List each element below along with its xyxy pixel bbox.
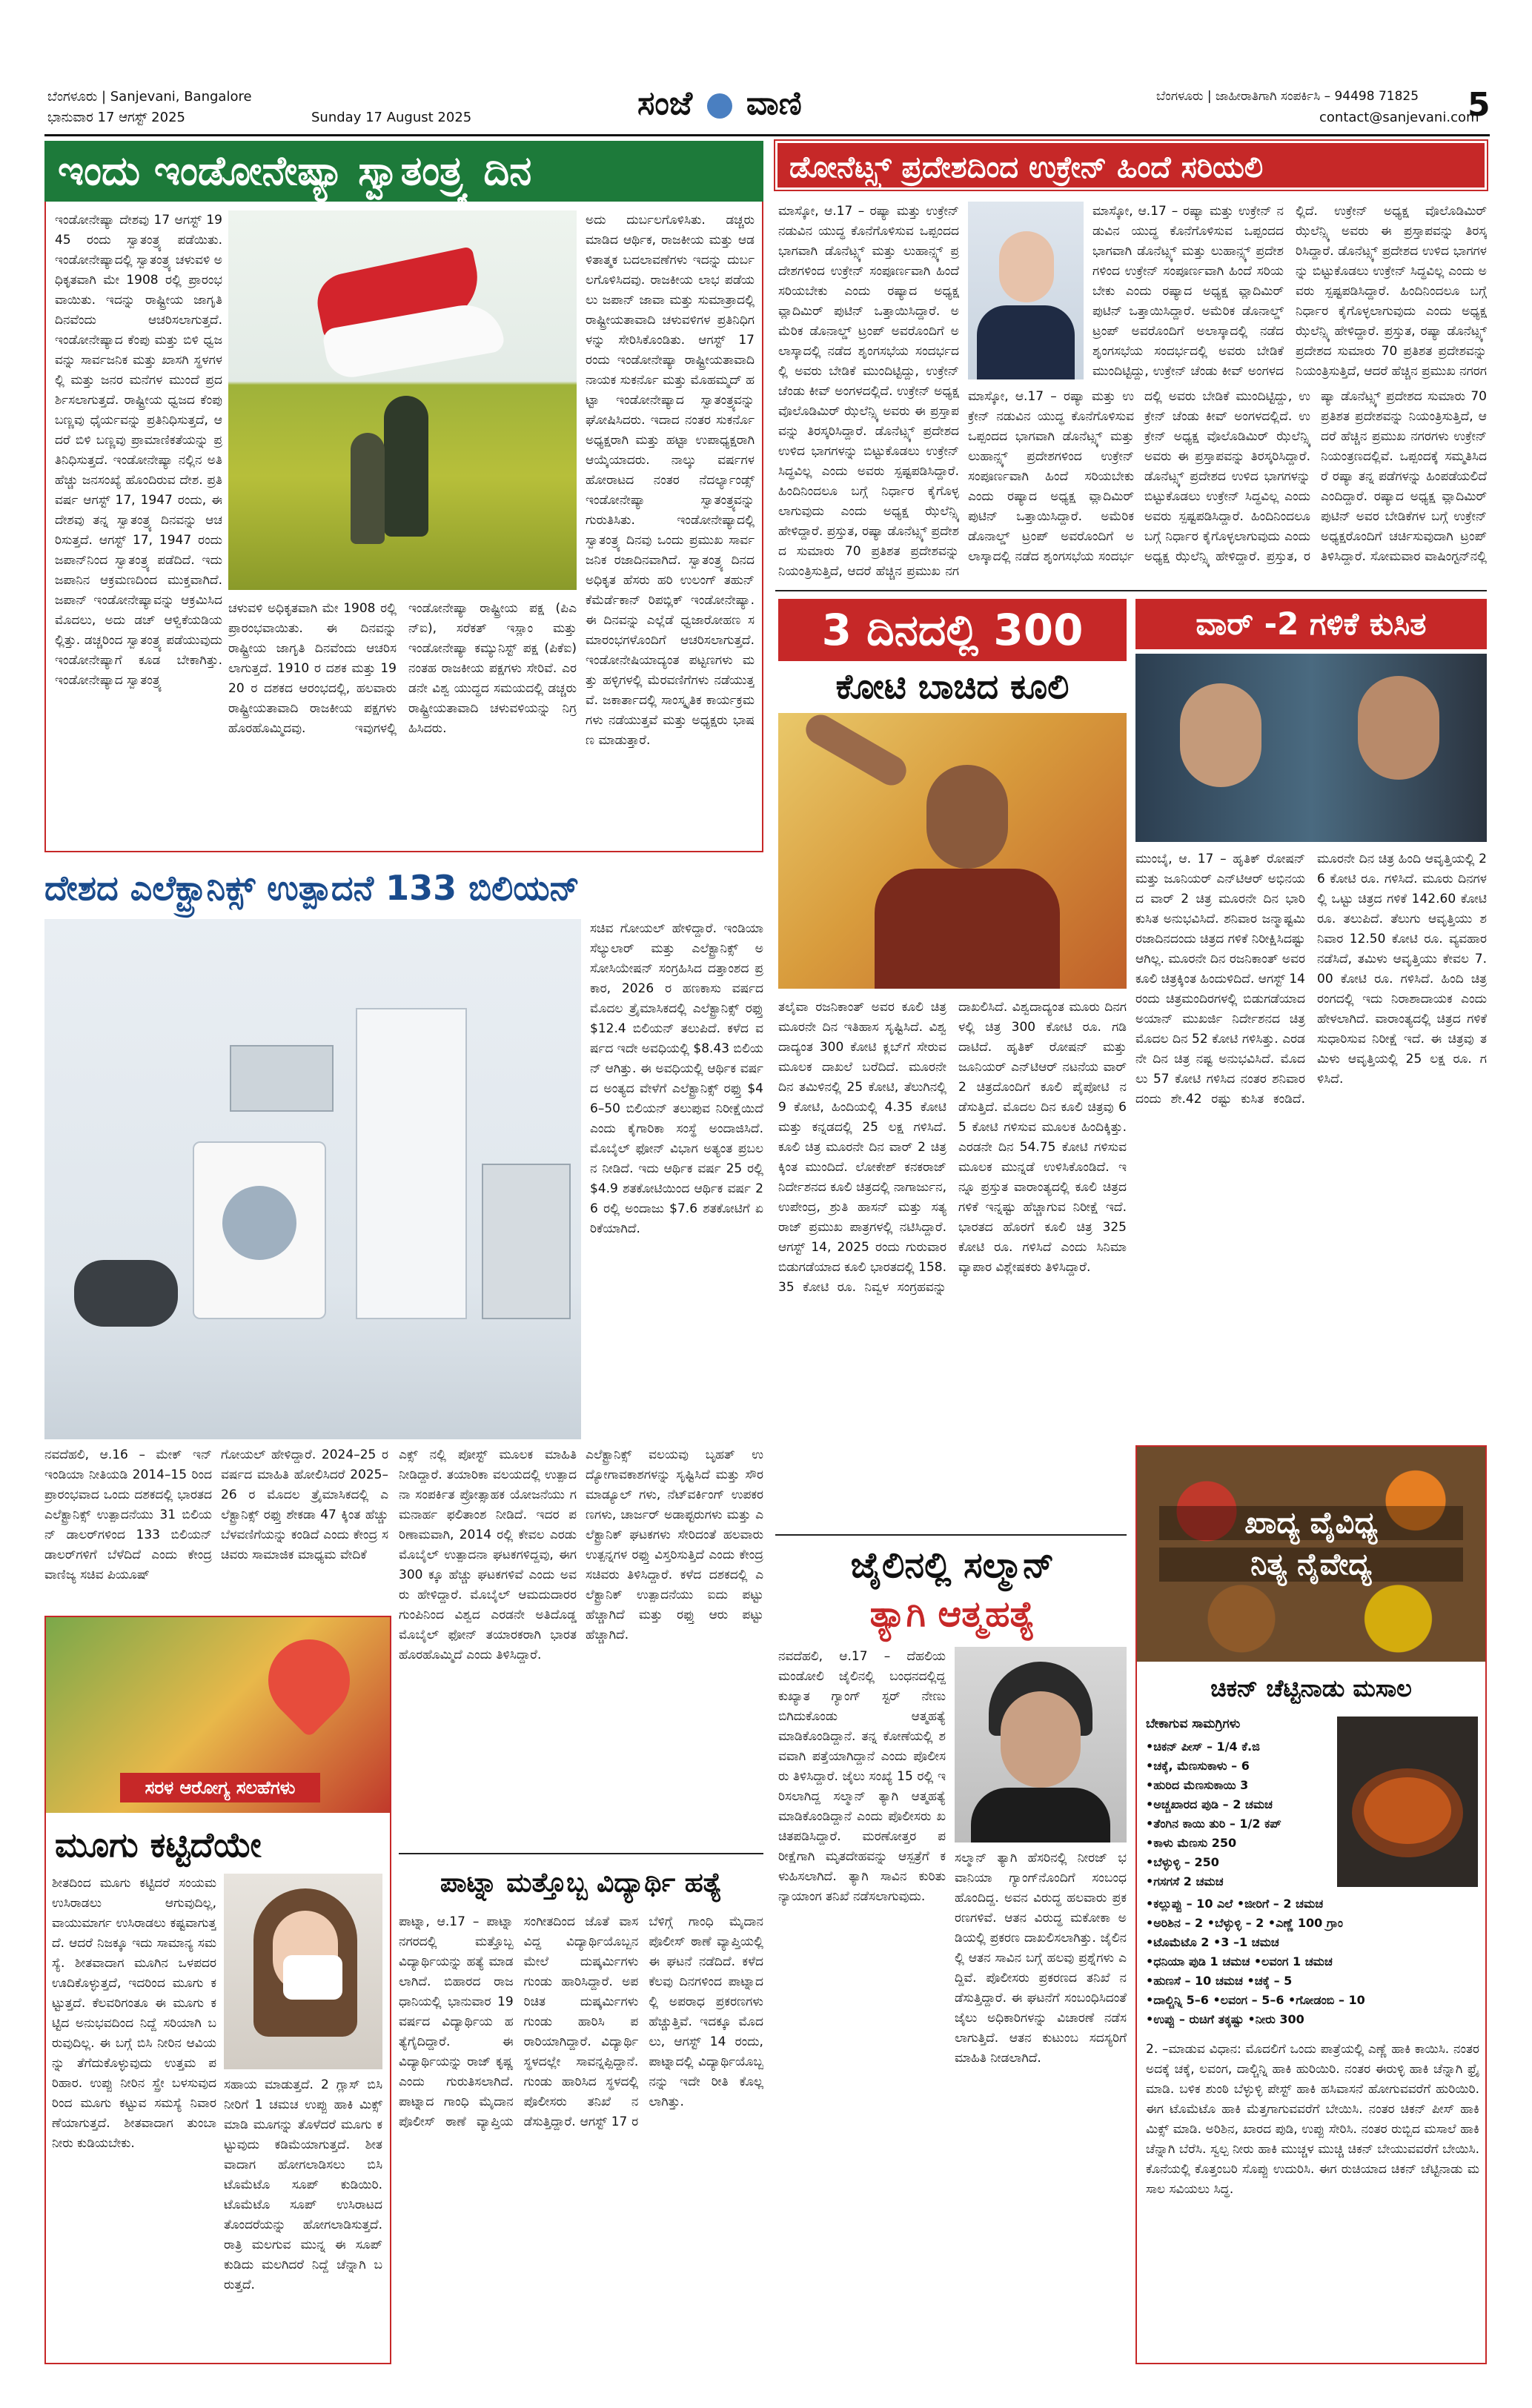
face-shape <box>999 231 1054 302</box>
fridge-shape <box>356 1008 467 1319</box>
independence-col2: ಚಳುವಳಿ ಅಧಿಕೃತವಾಗಿ ಮೇ 1908 ರಲ್ಲಿ ಪ್ರಾರಂಭವಾಯಿತು. ಈ ದಿನವನ್ನು ರಾಷ್ಟ್ರೀಯ ಜಾಗೃತಿ ದಿನವೆಂದು ಆಚರಿಸಲಾಗುತ್ತದೆ. 1910 ರ ದಶಕ ಮತ್ತು 1920 ರ ದಶಕದ ಆರಂಭದಲ್ಲಿ, ಹಲವಾರು ರಾಷ್ಟ್ರೀಯತಾವಾದಿ ರಾಜಕೀಯ ಪಕ್ಷಗಳು ಹೊರಹೊಮ್ಮಿದವು. ಇವುಗಳಲ್ಲಿ ಇಂಡೋನೇಷ್ಯಾ ರಾಷ್ಟ್ರೀಯ ಪಕ್ಷ (ಪಿಎನ್ಐ), ಸರೆಕತ್ ಇಸ್ಲಾಂ ಮತ್ತು ಇಂಡೋನೇಷ್ಯಾ ಕಮ್ಯುನಿಸ್ಟ್ ಪಕ್ಷ (ಪಿಕೆಐ) ನಂತಹ ರಾಜಕೀಯ ಪಕ್ಷಗಳು ಸೇರಿವೆ. ಎರಡನೇ ವಿಶ್ವ ಯುದ್ಧದ ಸಮಯದಲ್ಲಿ ಡಚ್ಚರು ರಾಷ್ಟ್ರೀಯತಾವಾದಿ ಚಳುವಳಿಯನ್ನು ನಿಗ್ರಹಿಸಿದರು. <box>228 601 577 736</box>
salman-tyagi-photo <box>955 1647 1127 1843</box>
ingredient-item: •ಅರಿಶಿನ – 2 •ಬೆಳ್ಳುಳ್ಳಿ – 2 •ಎಣ್ಣೆ 100 ಗ್ರಾಂ <box>1146 1916 1343 1930</box>
ingredients-title: ಬೇಕಾಗುವ ಸಾಮಗ್ರಿಗಳು <box>1146 1717 1241 1731</box>
tissue-shape <box>283 1955 342 2000</box>
heart-icon <box>251 1622 367 1738</box>
contact-email[interactable]: contact@sanjevani.com <box>1319 110 1479 125</box>
trump-headline: ಡೋನೆಟ್ಸ್ಕ್ ಪ್ರದೇಶದಿಂದ ಉಕ್ರೇನ್ ಹಿಂದೆ ಸರಿಯಲಿ <box>775 141 1487 190</box>
ingredient-item: •ತೆಂಗಿನ ಕಾಯಿ ತುರಿ – 1/2 ಕಪ್ <box>1146 1817 1281 1831</box>
independence-headline: ಇಂದು ಇಂಡೋನೇಷ್ಯಾ ಸ್ವಾತಂತ್ರ್ಯ ದಿನ <box>44 141 763 202</box>
recipe-method: 2. –ಮಾಡುವ ವಿಧಾನ: ಮೊದಲಿಗೆ ಒಂದು ಪಾತ್ರೆಯಲ್ಲಿ ಎಣ್ಣೆ ಹಾಕಿ ಕಾಯಿಸಿ. ನಂತರ ಅದಕ್ಕೆ ಚಕ್ಕೆ, ಲವಂಗ, ದಾಲ್ಚಿನ್ನಿ ಹಾಕಿ ಹುರಿಯಿರಿ. ನಂತರ ಈರುಳ್ಳಿ ಹಾಕಿ ಚೆನ್ನಾಗಿ ಫ್ರೈ ಮಾಡಿ. ಬಳಿಕ ಶುಂಠಿ ಬೆಳ್ಳುಳ್ಳಿ ಪೇಸ್ಟ್ ಹಾಕಿ ಹಸಿವಾಸನೆ ಹೋಗುವವರೆಗೆ ಹುರಿಯಿರಿ. ಈಗ ಟೊಮೆಟೊ ಹಾಕಿ ಮೆತ್ತಗಾಗುವವರೆಗೆ ಬೇಯಿಸಿ. ನಂತರ ಚಿಕನ್ ಪೀಸ್ ಹಾಕಿ ಮಿಕ್ಸ್ ಮಾಡಿ. ಅರಿಶಿನ, ಖಾರದ ಪುಡಿ, ಉಪ್ಪು ಸೇರಿಸಿ. ನಂತರ ರುಬ್ಬಿದ ಮಸಾಲೆ ಹಾಕಿ ಚೆನ್ನಾಗಿ ಬೆರೆಸಿ. ಸ್ವಲ್ಪ ನೀರು ಹಾಕಿ ಮುಚ್ಚಳ ಮುಚ್ಚಿ ಚಿಕನ್ ಬೇಯುವವರೆಗೆ ಬೇಯಿಸಿ. ಕೊನೆಯಲ್ಲಿ ಕೊತ್ತಂಬರಿ ಸೊಪ್ಪು ಉದುರಿಸಿ. ಈಗ ರುಚಿಯಾದ ಚಿಕನ್ ಚೆಟ್ಟಿನಾಡು ಮಸಾಲ ಸವಿಯಲು ಸಿದ್ಧ. <box>1146 2042 1479 2197</box>
ingredients-list-2 <box>1146 1894 1479 2029</box>
ingredient-item: •ಧನಿಯಾ ಪುಡಿ 1 ಚಮಚ •ಲವಂಗ 1 ಚಮಚ <box>1146 1954 1333 1968</box>
appliances-photo <box>44 919 581 1439</box>
divider-patna <box>399 1853 763 1854</box>
electronics-side: ಸಚಿವ ಗೋಯಲ್ ಹೇಳಿದ್ದಾರೆ. ಇಂಡಿಯಾ ಸೆಲ್ಯುಲಾರ್ ಮತ್ತು ಎಲೆಕ್ಟ್ರಾನಿಕ್ಸ್ ಅಸೋಸಿಯೇಷನ್ ಸಂಗ್ರಹಿಸಿದ ದತ್ತಾಂಶದ ಪ್ರಕಾರ, 2026 ರ ಹಣಕಾಸು ವರ್ಷದ ಮೊದಲ ತ್ರೈಮಾಸಿಕದಲ್ಲಿ ಎಲೆಕ್ಟ್ರಾನಿಕ್ಸ್ ರಫ್ತು $12.4 ಬಿಲಿಯನ್ ತಲುಪಿದೆ. ಕಳೆದ ವರ್ಷದ ಇದೇ ಅವಧಿಯಲ್ಲಿ $8.43 ಬಿಲಿಯನ್ ಆಗಿತ್ತು. ಈ ಅವಧಿಯಲ್ಲಿ ಆರ್ಥಿಕ ವರ್ಷದ ಅಂತ್ಯದ ವೇಳೆಗೆ ಎಲೆಕ್ಟ್ರಾನಿಕ್ಸ್ ರಫ್ತು $46–50 ಬಿಲಿಯನ್ ತಲುಪುವ ನಿರೀಕ್ಷೆಯಿದೆ ಎಂದು ಕೈಗಾರಿಕಾ ಸಂಸ್ಥೆ ಅಂದಾಜಿಸಿದೆ. ಮೊಬೈಲ್ ಫೋನ್ ವಿಭಾಗ ಅತ್ಯಂತ ಪ್ರಬಲನ ನೀಡಿದೆ. ಇದು ಆರ್ಥಿಕ ವರ್ಷ 25 ರಲ್ಲಿ $4.9 ಶತಕೋಟಿಯಿಂದ ಆರ್ಥಿಕ ವರ್ಷ 26 ರಲ್ಲಿ ಅಂದಾಜು $7.6 ಶತಕೋಟಿಗೆ ಏರಿಕೆಯಾಗಿದೆ. <box>590 921 763 1236</box>
trump-text-col1 <box>778 202 959 581</box>
health-text-1: ಶೀತದಿಂದ ಮೂಗು ಕಟ್ಟಿದರೆ ಸಂಯಮ ಉಸಿರಾಡಲು ಆಗುವುದಿಲ್ಲ, ವಾಯುಮಾರ್ಗ ಉಸಿರಾಡಲು ಕಷ್ಟವಾಗುತ್ತದೆ. ಆದರೆ ನಿಜಕ್ಕೂ ಇದು ಸಾಮಾನ್ಯ ಸಮಸ್ಯೆ. ಶೀತವಾದಾಗ ಮೂಗಿನ ಒಳಪದರ ಊದಿಕೊಳ್ಳುತ್ತದೆ, ಇದರಿಂದ ಮೂಗು ಕಟ್ಟುತ್ತದೆ. ಕೆಲವರಿಗಂತೂ ಈ ಮೂಗು ಕಟ್ಟಿದ ಅನುಭವದಿಂದ ನಿದ್ದೆ ಸರಿಯಾಗಿ ಬರುವುದಿಲ್ಲ. ಈ ಬಗ್ಗೆ ಬಿಸಿ ನೀರಿನ ಆವಿಯನ್ನು ತೆಗೆದುಕೊಳ್ಳುವುದು ಉತ್ತಮ ಪರಿಹಾರ. ಉಪ್ಪು ನೀರಿನ ಸ್ಪ್ರೇ ಬಳಸುವುದರಿಂದ ಮೂಗು ಕಟ್ಟುವ ಸಮಸ್ಯೆ ನಿವಾರಣೆಯಾಗುತ್ತದೆ. ಶೀತವಾದಾಗ ತುಂಬಾ ನೀರು ಕುಡಿಯಬೇಕು. <box>52 1876 216 2151</box>
electronics-col4: ಎಲೆಕ್ಟ್ರಾನಿಕ್ಸ್ ವಲಯವು ಬೃಹತ್ ಉದ್ಯೋಗಾವಕಾಶಗಳನ್ನು ಸೃಷ್ಟಿಸಿದೆ ಮತ್ತು ಸೌರ ಮಾಡ್ಯೂಲ್ ಗಳು, ನೆಟ್‌ವರ್ಕಿಂಗ್ ಉಪಕರಣಗಳು, ಚಾರ್ಜರ್ ಅಡಾಪ್ಟರುಗಳು ಮತ್ತು ಎಲೆಕ್ಟ್ರಾನಿಕ್ ಘಟಕಗಳು ಸೇರಿದಂತೆ ಹಲವಾರು ಉತ್ಪನ್ನಗಳ ರಫ್ತು ವಿಸ್ತರಿಸುತ್ತಿದೆ ಎಂದು ಕೇಂದ್ರ ಸಚಿವರು ತಿಳಿಸಿದ್ದಾರೆ. ಕಳೆದ ದಶಕದಲ್ಲಿ ಎಲೆಕ್ಟ್ರಾನಿಕ್ ಉತ್ಪಾದನೆಯು ಐದು ಪಟ್ಟು ಹೆಚ್ಚಾಗಿದೆ ಮತ್ತು ರಫ್ತು ಆರು ಪಟ್ಟು ಹೆಚ್ಚಾಗಿದೆ. <box>586 1447 763 1642</box>
war2-photo <box>1135 654 1487 842</box>
face-shape-2 <box>1358 676 1439 780</box>
chicken-dish-photo <box>1337 1717 1478 1887</box>
ingredient-item: •ಉಪ್ಪು – ರುಚಿಗೆ ತಕ್ಕಷ್ಟು •ನೀರು 300 <box>1146 2012 1304 2026</box>
health-banner-photo <box>46 1617 390 1813</box>
masthead-logo <box>637 84 802 122</box>
ad-line: ಬೆಂಗಳೂರು | ಜಾಹೀರಾತಿಗಾಗಿ ಸಂಪರ್ಕಿಸಿ – 94498 71825 <box>1156 89 1419 104</box>
face-shape <box>926 765 1008 869</box>
hand-shape <box>800 713 912 791</box>
trump-text: ಮಾಸ್ಕೋ, ಆ.17 – ರಷ್ಯಾ ಮತ್ತು ಉಕ್ರೇನ್ ನಡುವಿನ ಯುದ್ಧ ಕೊನೆಗೊಳಿಸುವ ಒಪ್ಪಂದದ ಭಾಗವಾಗಿ ಡೊನೆಟ್ಸ್ಕ್ ಮತ್ತು ಲುಹಾನ್ಸ್ಕ್ ಪ್ರದೇಶಗಳಿಂದ ಉಕ್ರೇನ್ ಸಂಪೂರ್ಣವಾಗಿ ಹಿಂದೆ ಸರಿಯಬೇಕು ಎಂದು ರಷ್ಯಾದ ಅಧ್ಯಕ್ಷ ವ್ಲಾದಿಮಿರ್ ಪುಟಿನ್ ಒತ್ತಾಯಿಸಿದ್ದಾರೆ. ಅಮೆರಿಕ ಡೊನಾಲ್ಡ್ ಟ್ರಂಪ್ ಅವರೊಂದಿಗೆ ಅಲಾಸ್ಕಾದಲ್ಲಿ ನಡೆದ ಶೃಂಗಸಭೆಯ ಸಂದರ್ಭದಲ್ಲಿ ಅವರು ಬೇಡಿಕೆ ಮುಂದಿಟ್ಟಿದ್ದು, ಉಕ್ರೇನ್ ಚೆಂಡು ಕೀವ್ ಅಂಗಳದಲ್ಲಿದೆ. ಉಕ್ರೇನ್ ಅಧ್ಯಕ್ಷ ವೊಲೊಡಿಮಿರ್ ಝೆಲೆನ್ಸ್ಕಿ ಅವರು ಈ ಪ್ರಸ್ತಾಪವನ್ನು ತಿರಸ್ಕರಿಸಿದ್ದಾರೆ. ಡೊನೆಟ್ಸ್ಕ್ ಪ್ರದೇಶದ ಉಳಿದ ಭಾಗಗಳನ್ನು ಬಿಟ್ಟುಕೊಡಲು ಉಕ್ರೇನ್ ಸಿದ್ಧವಿಲ್ಲ ಎಂದು ಅವರು ಸ್ಪಷ್ಟಪಡಿಸಿದ್ದಾರೆ. ಹಿಂದಿನಿಂದಲೂ ಬಗ್ಗೆ ನಿರ್ಧಾರ ಕೈಗೊಳ್ಳಲಾಗುವುದು ಎಂದು ಅಧ್ಯಕ್ಷ ಝೆಲೆನ್ಸ್ಕಿ ಹೇಳಿದ್ದಾರೆ. ಪ್ರಸ್ತುತ, ರಷ್ಯಾ ಡೊನೆಟ್ಸ್ಕ್ ಪ್ರದೇಶದ ಸುಮಾರು 70 ಪ್ರತಿಶತ ಪ್ರದೇಶವನ್ನು ನಿಯಂತ್ರಿಸುತ್ತಿದೆ, ಆದರೆ ಹೆಚ್ಚಿನ ಪ್ರಮುಖ ನಗ <box>778 204 959 579</box>
date-kannada: ಭಾನುವಾರ 17 ಆಗಸ್ಟ್ 2025 <box>47 110 185 125</box>
patna-text: ಪಾಟ್ನಾ, ಆ.17 – ಪಾಟ್ನಾ ನಗರದಲ್ಲಿ ಮತ್ತೊಬ್ಬ ವಿದ್ಯಾರ್ಥಿಯನ್ನು ಹತ್ಯೆ ಮಾಡಲಾಗಿದೆ. ಬಿಹಾರದ ರಾಜಧಾನಿಯಲ್ಲಿ ಭಾನುವಾರ 19 ವರ್ಷದ ವಿದ್ಯಾರ್ಥಿಯ ಹತ್ಯೆಗೈದಿದ್ದಾರೆ. ಈ ವಿದ್ಯಾರ್ಥಿಯನ್ನು ರಾಜ್ ಕೃಷ್ಣ ಎಂದು ಗುರುತಿಸಲಾಗಿದೆ. ಪಾಟ್ನಾದ ಗಾಂಧಿ ಮೈದಾನ ಪೊಲೀಸ್ ಠಾಣೆ ವ್ಯಾಪ್ತಿಯ ಸಂಗೀತದಿಂದ ಜೊತೆ ವಾಸವಿದ್ದ ವಿದ್ಯಾರ್ಥಿಯೊಬ್ಬನ ಮೇಲೆ ದುಷ್ಕರ್ಮಿಗಳು ಗುಂಡು ಹಾರಿಸಿದ್ದಾರೆ. ಅಪರಿಚಿತ ದುಷ್ಕರ್ಮಿಗಳು ಗುಂಡು ಹಾರಿಸಿ ಪರಾರಿಯಾಗಿದ್ದಾರೆ. ವಿದ್ಯಾರ್ಥಿ ಸ್ಥಳದಲ್ಲೇ ಸಾವನ್ನಪ್ಪಿದ್ದಾನೆ. ಗುಂಡು ಹಾರಿಸಿದ ಸ್ಥಳದಲ್ಲಿ ಪೊಲೀಸರು ತನಿಖೆ ನಡೆಸುತ್ತಿದ್ದಾರೆ. ಆಗಸ್ಟ್ 17 ರ ಬೆಳಿಗ್ಗೆ ಗಾಂಧಿ ಮೈದಾನ ಪೊಲೀಸ್ ಠಾಣೆ ವ್ಯಾಪ್ತಿಯಲ್ಲಿ ಈ ಘಟನೆ ನಡೆದಿದೆ. ಕಳೆದ ಕೆಲವು ದಿನಗಳಿಂದ ಪಾಟ್ನಾದಲ್ಲಿ ಅಪರಾಧ ಪ್ರಕರಣಗಳು ಹೆಚ್ಚುತ್ತಿವೆ. ಇದಕ್ಕೂ ಮೊದಲು, ಆಗಸ್ಟ್ 14 ರಂದು, ಪಾಟ್ನಾದಲ್ಲಿ ವಿದ್ಯಾರ್ಥಿಯೊಬ್ಬನನ್ನು ಇದೇ ರೀತಿ ಕೊಲ್ಲಲಾಗಿತ್ತು. <box>399 1914 763 2129</box>
independence-col1: ಇಂಡೋನೇಷ್ಯಾ ದೇಶವು 17 ಆಗಸ್ಟ್ 1945 ರಂದು ಸ್ವಾತಂತ್ರ್ಯ ಪಡೆಯಿತು. ಇಂಡೋನೇಷ್ಯಾದಲ್ಲಿ ಸ್ವಾತಂತ್ರ್ಯ ಚಳುವಳಿ ಅಧಿಕೃತವಾಗಿ ಮೇ 1908 ರಲ್ಲಿ ಪ್ರಾರಂಭವಾಯಿತು. ಇದನ್ನು ರಾಷ್ಟ್ರೀಯ ಜಾಗೃತಿ ದಿನವೆಂದು ಆಚರಿಸಲಾಗುತ್ತದೆ. ಇಂಡೋನೇಷ್ಯಾದ ಕೆಂಪು ಮತ್ತು ಬಿಳಿ ಧ್ವಜವನ್ನು ಸಾರ್ವಜನಿಕ ಮತ್ತು ಖಾಸಗಿ ಸ್ಥಳಗಳಲ್ಲಿ ಮತ್ತು ಜನರ ಮನೆಗಳ ಮುಂದೆ ಪ್ರದರ್ಶಿಸಲಾಗುತ್ತದೆ. ರಾಷ್ಟ್ರೀಯ ಧ್ವಜದ ಕೆಂಪು ಬಣ್ಣವು ಧೈರ್ಯವನ್ನು ಪ್ರತಿನಿಧಿಸುತ್ತದೆ, ಆದರೆ ಬಿಳಿ ಬಣ್ಣವು ಪ್ರಾಮಾಣಿಕತೆಯನ್ನು ಪ್ರತಿನಿಧಿಸುತ್ತದೆ. ಇಂಡೋನೇಷ್ಯಾ ನಲ್ಲಿನ ಅತಿ ಹೆಚ್ಚು ಜನಸಂಖ್ಯೆ ಹೊಂದಿರುವ ದೇಶ. ಪ್ರತಿ ವರ್ಷ ಆಗಸ್ಟ್ 17, 1947 ರಂದು, ಈ ದೇಶವು ತನ್ನ ಸ್ವಾತಂತ್ರ್ಯ ದಿನವನ್ನು ಆಚರಿಸುತ್ತದೆ. ಆಗಸ್ಟ್ 17, 1947 ರಂದು ಜಪಾನ್‌ನಿಂದ ಸ್ವಾತಂತ್ರ್ಯ ಪಡೆದಿದೆ. ಇದು ಜಪಾನಿನ ಆಕ್ರಮಣದಿಂದ ಮುಕ್ತವಾಗಿದೆ. ಜಪಾನ್ ಇಂಡೋನೇಷ್ಯಾವನ್ನು ಆಕ್ರಮಿಸಿದ ಮೊದಲು, ಅದು ಡಚ್ ಆಳ್ವಿಕೆಯಡಿಯಲ್ಲಿತ್ತು. ಡಚ್ಚರಿಂದ ಸ್ವಾತಂತ್ರ್ಯ ಪಡೆಯುವುದು ಇಂಡೋನೇಷ್ಯಾಗೆ ಕೂಡ ಬೇಕಾಗಿತ್ತು. ಇಂಡೋನೇಷ್ಯಾದ ಸ್ವಾತಂತ್ರ್ಯ <box>55 213 222 688</box>
logo-right: ವಾಣಿ <box>746 84 802 122</box>
face-shape <box>1001 1691 1081 1788</box>
face-shape <box>1180 683 1261 787</box>
curry-shape <box>1364 1777 1451 1844</box>
independence-col3: ಅದು ದುರ್ಬಲಗೊಳಿಸಿತು. ಡಚ್ಚರು ಮಾಡಿದ ಆರ್ಥಿಕ, ರಾಜಕೀಯ ಮತ್ತು ಆಡಳಿತಾತ್ಮಕ ಬದಲಾವಣೆಗಳು ಇದನ್ನು ದುರ್ಬಲಗೊಳಿಸಿದವು. ರಾಜಕೀಯ ಲಾಭ ಪಡೆಯಲು ಜಪಾನ್ ಜಾವಾ ಮತ್ತು ಸುಮಾತ್ರಾದಲ್ಲಿ ರಾಷ್ಟ್ರೀಯತಾವಾದಿ ಚಳುವಳಿಗಳ ಪ್ರತಿನಿಧಿಗಳನ್ನು ಸೇರಿಸಿಕೊಂಡಿತು. ಆಗಸ್ಟ್ 17 ರಂದು ಇಂಡೋನೇಷ್ಯಾ ರಾಷ್ಟ್ರೀಯತಾವಾದಿ ನಾಯಕ ಸುಕರ್ನೊ ಮತ್ತು ಮೊಹಮ್ಮದ್ ಹಟ್ಟಾ ಇಂಡೋನೇಷ್ಯಾದ ಸ್ವಾತಂತ್ರ್ಯವನ್ನು ಘೋಷಿಸಿದರು. ಇದಾದ ನಂತರ ಸುಕರ್ನೊ ಅಧ್ಯಕ್ಷರಾಗಿ ಮತ್ತು ಹಟ್ಟಾ ಉಪಾಧ್ಯಕ್ಷರಾಗಿ ಆಯ್ಕೆಯಾದರು. ನಾಲ್ಕು ವರ್ಷಗಳ ಹೋರಾಟದ ನಂತರ ನೆದರ್ಲ್ಯಾಂಡ್ಸ್ ಇಂಡೋನೇಷ್ಯಾ ಸ್ವಾತಂತ್ರ್ಯವನ್ನು ಗುರುತಿಸಿತು. ಇಂಡೋನೇಷ್ಯಾದಲ್ಲಿ ಸ್ವಾತಂತ್ರ್ಯ ದಿನವು ಒಂದು ಪ್ರಮುಖ ಸಾರ್ವಜನಿಕ ರಜಾದಿನವಾಗಿದೆ. ಸ್ವಾತಂತ್ರ್ಯ ದಿನದ ಅಧಿಕೃತ ಹೆಸರು ಹರಿ ಉಲಂಗ್ ತಹುನ್ ಕೆಮೆರ್ಡೆಕಾನ್ ರಿಪಬ್ಲಿಕ್ ಇಂಡೋನೇಷ್ಯಾ. ಈ ದಿನವನ್ನು ಎಲ್ಲೆಡೆ ಧ್ವಜಾರೋಹಣ ಸಮಾರಂಭಗಳೊಂದಿಗೆ ಆಚರಿಸಲಾಗುತ್ತದೆ. ಇಂಡೋನೇಷಿಯಾದ್ಯಂತ ಪಟ್ಟಣಗಳು ಮತ್ತು ಹಳ್ಳಿಗಳಲ್ಲಿ ಮೆರವಣಿಗೆಗಳು ನಡೆಯುತ್ತವೆ. ಜಕಾರ್ತಾದಲ್ಲಿ ಸಾಂಸ್ಕೃತಿಕ ಕಾರ್ಯಕ್ರಮಗಳು ನಡೆಯುತ್ತವೆ ಮತ್ತು ಅಧ್ಯಕ್ಷರು ಭಾಷಣ ಮಾಡುತ್ತಾರೆ. <box>586 213 755 748</box>
city-line: ಬೆಂಗಳೂರು | Sanjevani, Bangalore <box>47 89 252 105</box>
putin-photo <box>968 202 1084 379</box>
electronics-col2: ಗೋಯಲ್ ಹೇಳಿದ್ದಾರೆ. 2024–25 ರ ವರ್ಷದ ಮಾಹಿತಿ ಹೋಲಿಸಿದರೆ 2025–26 ರ ಮೊದಲ ತ್ರೈಮಾಸಿಕದಲ್ಲಿ ಎಲೆಕ್ಟ್ರಾನಿಕ್ಸ್ ರಫ್ತು ಶೇಕಡಾ 47 ಕ್ಕಿಂತ ಹೆಚ್ಚು ಬೆಳವಣಿಗೆಯನ್ನು ಕಂಡಿದೆ ಎಂದು ಕೇಂದ್ರ ಸಚಿವರು ಸಾಮಾಜಿಕ ಮಾಧ್ಯಮ ವೇದಿಕೆ <box>221 1447 388 1562</box>
ingredient-item: •ಹುಣಸೆ – 10 ಚಮಚ •ಚಕ್ಕೆ – 5 <box>1146 1974 1293 1988</box>
oven-shape <box>482 1164 571 1319</box>
coolie-headline-1: 3 ದಿನದಲ್ಲಿ 300 <box>778 599 1127 661</box>
ingredient-item: •ಕಾಳು ಮೆಣಸು 250 <box>1146 1836 1237 1850</box>
ingredients-list <box>1146 1737 1331 1891</box>
recipe-banner-2: ನಿತ್ಯ ನೈವೇದ್ಯ <box>1159 1548 1463 1582</box>
vacuum-shape <box>74 1260 178 1327</box>
war2-text: ಮುಂಬೈ, ಆ. 17 – ಹೃತಿಕ್ ರೋಷನ್ ಮತ್ತು ಜೂನಿಯರ್ ಎನ್‌ಟಿಆರ್ ಅಭಿನಯದ ವಾರ್ 2 ಚಿತ್ರ ಮೂರನೇ ದಿನ ಭಾರಿ ಕುಸಿತ ಅನುಭವಿಸಿದೆ. ಶನಿವಾರ ಜನ್ಮಾಷ್ಟಮಿ ರಜಾದಿನದಂದು ಚಿತ್ರದ ಗಳಿಕೆ ನಿರೀಕ್ಷಿಸಿದಷ್ಟು ಆಗಿಲ್ಲ. ಮೂರನೇ ದಿನ ರಜನಿಕಾಂತ್ ಅವರ ಕೂಲಿ ಚಿತ್ರಕ್ಕಿಂತ ಹಿಂದುಳಿದಿದೆ. ಆಗಸ್ಟ್ 14 ರಂದು ಚಿತ್ರಮಂದಿರಗಳಲ್ಲಿ ಬಿಡುಗಡೆಯಾದ ಅಯಾನ್ ಮುಖರ್ಜಿ ನಿರ್ದೇಶನದ ಚಿತ್ರ ಮೊದಲ ದಿನ 52 ಕೋಟಿ ಗಳಿಸಿತ್ತು. ಎರಡನೇ ದಿನ ಚಿತ್ರ ನಷ್ಟ ಅನುಭವಿಸಿದೆ. ಮೊದಲು 57 ಕೋಟಿ ಗಳಿಸಿದ ನಂತರ ಶನಿವಾರದಂದು ಶೇ.42 ರಷ್ಟು ಕುಸಿತ ಕಂಡಿದೆ. ಮೂರನೇ ದಿನ ಚಿತ್ರ ಹಿಂದಿ ಆವೃತ್ತಿಯಲ್ಲಿ 26 ಕೋಟಿ ರೂ. ಗಳಿಸಿದೆ. ಮೂರು ದಿನಗಳಲ್ಲಿ ಒಟ್ಟು ಚಿತ್ರದ ಗಳಿಕೆ 142.60 ಕೋಟಿ ರೂ. ತಲುಪಿದೆ. ತೆಲುಗು ಆವೃತ್ತಿಯು ಶನಿವಾರ 12.50 ಕೋಟಿ ರೂ. ವ್ಯವಹಾರ ನಡೆಸಿದೆ, ತಮಿಳು ಆವೃತ್ತಿಯು ಕೇವಲ 7.00 ಕೋಟಿ ರೂ. ಗಳಿಸಿದೆ. ಹಿಂದಿ ಚಿತ್ರರಂಗದಲ್ಲಿ ಇದು ನಿರಾಶಾದಾಯಕ ಎಂದು ಹೇಳಲಾಗಿದೆ. ವಾರಾಂತ್ಯದಲ್ಲಿ ಚಿತ್ರದ ಗಳಿಕೆ ಸುಧಾರಿಸುವ ನಿರೀಕ್ಷೆ ಇದೆ. ಈ ಚಿತ್ರವು ತಮಿಳು ಆವೃತ್ತಿಯಲ್ಲಿ 25 ಲಕ್ಷ ರೂ. ಗಳಿಸಿದೆ. <box>1135 852 1487 1107</box>
ingredient-item: •ಗಸಗಸೆ 2 ಚಮಚ <box>1146 1874 1224 1888</box>
health-banner-label: ಸರಳ ಆರೋಗ್ಯ ಸಲಹೆಗಳು <box>120 1773 320 1802</box>
trump-text-main: ಮಾಸ್ಕೋ, ಆ.17 – ರಷ್ಯಾ ಮತ್ತು ಉಕ್ರೇನ್ ನಡುವಿನ ಯುದ್ಧ ಕೊನೆಗೊಳಿಸುವ ಒಪ್ಪಂದದ ಭಾಗವಾಗಿ ಡೊನೆಟ್ಸ್ಕ್ ಮತ್ತು ಲುಹಾನ್ಸ್ಕ್ ಪ್ರದೇಶಗಳಿಂದ ಉಕ್ರೇನ್ ಸಂಪೂರ್ಣವಾಗಿ ಹಿಂದೆ ಸರಿಯಬೇಕು ಎಂದು ರಷ್ಯಾದ ಅಧ್ಯಕ್ಷ ವ್ಲಾದಿಮಿರ್ ಪುಟಿನ್ ಒತ್ತಾಯಿಸಿದ್ದಾರೆ. ಅಮೆರಿಕ ಡೊನಾಲ್ಡ್ ಟ್ರಂಪ್ ಅವರೊಂದಿಗೆ ಅಲಾಸ್ಕಾದಲ್ಲಿ ನಡೆದ ಶೃಂಗಸಭೆಯ ಸಂದರ್ಭದಲ್ಲಿ ಅವರು ಬೇಡಿಕೆ ಮುಂದಿಟ್ಟಿದ್ದು, ಉಕ್ರೇನ್ ಚೆಂಡು ಕೀವ್ ಅಂಗಳದಲ್ಲಿದೆ. ಉಕ್ರೇನ್ ಅಧ್ಯಕ್ಷ ವೊಲೊಡಿಮಿರ್ ಝೆಲೆನ್ಸ್ಕಿ ಅವರು ಈ ಪ್ರಸ್ತಾಪವನ್ನು ತಿರಸ್ಕರಿಸಿದ್ದಾರೆ. ಡೊನೆಟ್ಸ್ಕ್ ಪ್ರದೇಶದ ಉಳಿದ ಭಾಗಗಳನ್ನು ಬಿಟ್ಟುಕೊಡಲು ಉಕ್ರೇನ್ ಸಿದ್ಧವಿಲ್ಲ ಎಂದು ಅವರು ಸ್ಪಷ್ಟಪಡಿಸಿದ್ದಾರೆ. ಹಿಂದಿನಿಂದಲೂ ಬಗ್ಗೆ ನಿರ್ಧಾರ ಕೈಗೊಳ್ಳಲಾಗುವುದು ಎಂದು ಅಧ್ಯಕ್ಷ ಝೆಲೆನ್ಸ್ಕಿ ಹೇಳಿದ್ದಾರೆ. ಪ್ರಸ್ತುತ, ರಷ್ಯಾ ಡೊನೆಟ್ಸ್ಕ್ ಪ್ರದೇಶದ ಸುಮಾರು 70 ಪ್ರತಿಶತ ಪ್ರದೇಶವನ್ನು ನಿಯಂತ್ರಿಸುತ್ತಿದೆ, ಆದರೆ ಹೆಚ್ಚಿನ ಪ್ರಮುಖ ನಗರಗಳು ಉಕ್ರೇನ್ ನಿಯಂತ್ರಣದಲ್ಲಿವೆ. ಒಪ್ಪಂದಕ್ಕೆ ಸಮ್ಮತಿಸಿದರೆ ರಷ್ಯಾ ತನ್ನ ಪಡೆಗಳನ್ನು ಹಿಂಪಡೆಯಲಿದೆ ಎಂದಿದ್ದಾರೆ. ರಷ್ಯಾದ ಅಧ್ಯಕ್ಷ ವ್ಲಾದಿಮಿರ್ ಪುಟಿನ್ ಅವರ ಬೇಡಿಕೆಗಳ ಬಗ್ಗೆ ಉಕ್ರೇನ್ ಅಧ್ಯಕ್ಷರೊಂದಿಗೆ ಚರ್ಚಿಸುವುದಾಗಿ ಟ್ರಂಪ್ ತಿಳಿಸಿದ್ದಾರೆ. ಸೋಮವಾರ ವಾಷಿಂಗ್ಟನ್‌ನಲ್ಲಿ <box>968 389 1487 564</box>
logo-left: ಸಂಜೆ <box>637 84 693 122</box>
divider-coolie <box>775 590 1487 591</box>
electronics-col3: ಎಕ್ಸ್ ನಲ್ಲಿ ಪೋಸ್ಟ್ ಮೂಲಕ ಮಾಹಿತಿ ನೀಡಿದ್ದಾರೆ. ತಯಾರಿಕಾ ವಲಯದಲ್ಲಿ ಉತ್ಪಾದನಾ ಸಂಪರ್ಕಿತ ಪ್ರೋತ್ಸಾಹಕ ಯೋಜನೆಯು ಗಮನಾರ್ಹ ಫಲಿತಾಂಶ ನೀಡಿದೆ. ಇದರ ಪರಿಣಾಮವಾಗಿ, 2014 ರಲ್ಲಿ ಕೇವಲ ಎರಡು ಮೊಬೈಲ್ ಉತ್ಪಾದನಾ ಘಟಕಗಳಿದ್ದವು, ಈಗ 300 ಕ್ಕೂ ಹೆಚ್ಚು ಘಟಕಗಳಿವೆ ಎಂದು ಅವರು ಹೇಳಿದ್ದಾರೆ. ಮೊಬೈಲ್ ಆಮದುದಾರರ ಗುಂಪಿನಿಂದ ವಿಶ್ವದ ಎರಡನೇ ಅತಿದೊಡ್ಡ ಮೊಬೈಲ್ ಫೋನ್ ತಯಾರಕರಾಗಿ ಭಾರತ ಹೊರಹೊಮ್ಮಿದೆ ಎಂದು ತಿಳಿಸಿದ್ದಾರೆ. <box>399 1447 577 1662</box>
salman-headline-1: ಜೈಲಿನಲ್ಲಿ ಸಲ್ಮಾನ್ <box>850 1545 1055 1586</box>
ingredient-item: •ಕಲ್ಲುಪ್ಪು – 10 ಎಲೆ •ಜೀರಿಗೆ – 2 ಚಮಚ <box>1146 1897 1324 1911</box>
ingredient-item: •ಹುರಿದ ಮೆಣಸುಕಾಯಿ 3 <box>1146 1778 1249 1792</box>
child-figure <box>384 396 428 537</box>
microwave-shape <box>230 1045 334 1112</box>
shirt-shape <box>971 1788 1110 1843</box>
page-number: 5 <box>1468 86 1490 124</box>
suit-shape <box>977 305 1075 379</box>
salman-text-2: ಸಲ್ಮಾನ್ ತ್ಯಾಗಿ ಹೆಸರಿನಲ್ಲಿ ನೀರಜ್ ಭವಾನಿಯಾ ಗ್ಯಾಂಗ್‌ನೊಂದಿಗೆ ಸಂಬಂಧ ಹೊಂದಿದ್ದ. ಅವನ ವಿರುದ್ಧ ಹಲವಾರು ಪ್ರಕರಣಗಳಿವೆ. ಆತನ ವಿರುದ್ಧ ಮಕೋಕಾ ಅಡಿಯಲ್ಲಿ ಪ್ರಕರಣ ದಾಖಲಿಸಲಾಗಿತ್ತು. ಜೈಲಿನಲ್ಲಿ ಆತನ ಸಾವಿನ ಬಗ್ಗೆ ಹಲವು ಪ್ರಶ್ನೆಗಳು ಎದ್ದಿವೆ. ಪೊಲೀಸರು ಪ್ರಕರಣದ ತನಿಖೆ ನಡೆಸುತ್ತಿದ್ದಾರೆ. ಈ ಘಟನೆಗೆ ಸಂಬಂಧಿಸಿದಂತೆ ಜೈಲು ಅಧಿಕಾರಿಗಳನ್ನು ವಿಚಾರಣೆ ನಡೆಸಲಾಗುತ್ತಿದೆ. ಆತನ ಕುಟುಂಬ ಸದಸ್ಯರಿಗೆ ಮಾಹಿತಿ ನೀಡಲಾಗಿದೆ. <box>955 1851 1127 2066</box>
indonesia-flag-photo <box>228 210 577 590</box>
electronics-col1: ನವದೆಹಲಿ, ಆ.16 – ಮೇಕ್ ಇನ್ ಇಂಡಿಯಾ ನೀತಿಯಡಿ 2014–15 ರಿಂದ ಪ್ರಾರಂಭವಾದ ಒಂದು ದಶಕದಲ್ಲಿ ಭಾರತದ ಎಲೆಕ್ಟ್ರಾನಿಕ್ಸ್ ಉತ್ಪಾದನೆಯು 31 ಬಿಲಿಯನ್ ಡಾಲರ್‌ಗಳಿಂದ 133 ಬಿಲಿಯನ್ ಡಾಲರ್‌ಗಳಿಗೆ ಬೆಳೆದಿದೆ ಎಂದು ಕೇಂದ್ರ ವಾಣಿಜ್ಯ ಸಚಿವ ಪಿಯೂಷ್ <box>44 1447 212 1582</box>
health-text-2: ಸಹಾಯ ಮಾಡುತ್ತದೆ. 2 ಗ್ಲಾಸ್ ಬಿಸಿ ನೀರಿಗೆ 1 ಚಮಚ ಉಪ್ಪು ಹಾಕಿ ಮಿಕ್ಸ್ ಮಾಡಿ ಮೂಗನ್ನು ತೊಳೆದರೆ ಮೂಗು ಕಟ್ಟುವುದು ಕಡಿಮೆಯಾಗುತ್ತದೆ. ಶೀತವಾದಾಗ ಹೋಗಲಾಡಿಸಲು ಬಿಸಿ ಟೊಮೆಟೊ ಸೂಪ್ ಕುಡಿಯಿರಿ. ಟೊಮೆಟೊ ಸೂಪ್ ಉಸಿರಾಟದ ತೊಂದರೆಯನ್ನು ಹೋಗಲಾಡಿಸುತ್ತದೆ. ರಾತ್ರಿ ಮಲಗುವ ಮುನ್ನ ಈ ಸೂಪ್ ಕುಡಿದು ಮಲಗಿದರೆ ನಿದ್ದೆ ಚೆನ್ನಾಗಿ ಬರುತ್ತದೆ. <box>224 2077 382 2292</box>
ingredient-item: •ಚಿಕನ್ ಪೀಸ್ – 1/4 ಕೆ.ಜಿ <box>1146 1739 1260 1754</box>
ingredient-item: •ಅಚ್ಚಖಾರದ ಪುಡಿ – 2 ಚಮಚ <box>1146 1797 1273 1811</box>
electronics-headline: ದೇಶದ ಎಲೆಕ್ಟ್ರಾನಿಕ್ಸ್ ಉತ್ಪಾದನೆ 133 ಬಿಲಿಯನ್ <box>44 868 580 908</box>
salman-headline-2: ತ್ಯಾಗಿ ಆತ್ಮಹತ್ಯೆ <box>869 1593 1035 1635</box>
ingredient-item: •ಚಕ್ಕೆ, ಮೆಣಸುಕಾಳು – 6 <box>1146 1759 1250 1773</box>
ingredient-item: •ಟೊಮೆಟೊ 2 •3 –1 ಚಮಚ <box>1146 1935 1279 1949</box>
globe-icon <box>707 93 732 119</box>
spices-banner-photo <box>1137 1447 1485 1662</box>
washer-door <box>222 1186 296 1260</box>
child-figure-2 <box>351 433 385 544</box>
coolie-text: ತಲೈವಾ ರಜನಿಕಾಂತ್ ಅವರ ಕೂಲಿ ಚಿತ್ರ ಮೂರನೇ ದಿನ ಇತಿಹಾಸ ಸೃಷ್ಟಿಸಿದೆ. ವಿಶ್ವದಾದ್ಯಂತ 300 ಕೋಟಿ ಕ್ಲಬ್‌ಗೆ ಸೇರುವ ಮೂಲಕ ದಾಖಲೆ ಬರೆದಿದೆ. ಮೂರನೇ ದಿನ ತಮಿಳಿನಲ್ಲಿ 25 ಕೋಟಿ, ತೆಲುಗಿನಲ್ಲಿ 9 ಕೋಟಿ, ಹಿಂದಿಯಲ್ಲಿ 4.35 ಕೋಟಿ ಮತ್ತು ಕನ್ನಡದಲ್ಲಿ 25 ಲಕ್ಷ ಗಳಿಸಿದೆ. ಕೂಲಿ ಚಿತ್ರ ಮೂರನೇ ದಿನ ವಾರ್ 2 ಚಿತ್ರಕ್ಕಿಂತ ಮುಂದಿದೆ. ಲೋಕೇಶ್ ಕನಕರಾಜ್ ನಿರ್ದೇಶನದ ಕೂಲಿ ಚಿತ್ರದಲ್ಲಿ ನಾಗಾರ್ಜುನ, ಉಪೇಂದ್ರ, ಶ್ರುತಿ ಹಾಸನ್ ಮತ್ತು ಸತ್ಯರಾಜ್ ಪ್ರಮುಖ ಪಾತ್ರಗಳಲ್ಲಿ ನಟಿಸಿದ್ದಾರೆ. ಆಗಸ್ಟ್ 14, 2025 ರಂದು ಗುರುವಾರ ಬಿಡುಗಡೆಯಾದ ಕೂಲಿ ಭಾರತದಲ್ಲಿ 158.35 ಕೋಟಿ ರೂ. ನಿವ್ವಳ ಸಂಗ್ರಹವನ್ನು ದಾಖಲಿಸಿದೆ. ವಿಶ್ವದಾದ್ಯಂತ ಮೂರು ದಿನಗಳಲ್ಲಿ ಚಿತ್ರ 300 ಕೋಟಿ ರೂ. ಗಡಿ ದಾಟಿದೆ. ಹೃತಿಕ್ ರೋಷನ್ ಮತ್ತು ಜೂನಿಯರ್ ಎನ್‌ಟಿಆರ್ ನಟನೆಯ ವಾರ್ 2 ಚಿತ್ರದೊಂದಿಗೆ ಕೂಲಿ ಪೈಪೋಟಿ ನಡೆಸುತ್ತಿದೆ. ಮೊದಲ ದಿನ ಕೂಲಿ ಚಿತ್ರವು 65 ಕೋಟಿ ಗಳಿಸುವ ಮೂಲಕ ಹಿಂದಿಕ್ಕಿತ್ತು. ಎರಡನೇ ದಿನ 54.75 ಕೋಟಿ ಗಳಿಸುವ ಮೂಲಕ ಮುನ್ನಡೆ ಉಳಿಸಿಕೊಂಡಿದೆ. ಇನ್ನೂ ಪ್ರಸ್ತುತ ವಾರಾಂತ್ಯದಲ್ಲಿ ಕೂಲಿ ಚಿತ್ರದ ಗಳಿಕೆ ಇನ್ನಷ್ಟು ಹೆಚ್ಚಾಗುವ ನಿರೀಕ್ಷೆ ಇದೆ. ಭಾರತದ ಹೊರಗೆ ಕೂಲಿ ಚಿತ್ರ 325 ಕೋಟಿ ರೂ. ಗಳಿಸಿದೆ ಎಂದು ಸಿನಿಮಾ ವ್ಯಾಪಾರ ವಿಶ್ಲೇಷಕರು ತಿಳಿಸಿದ್ದಾರೆ. <box>778 1000 1127 1295</box>
war2-headline: ವಾರ್ -2 ಗಳಿಕೆ ಕುಸಿತ <box>1135 599 1487 649</box>
date-english: Sunday 17 August 2025 <box>311 110 472 125</box>
trump-text-right: ಮಾಸ್ಕೋ, ಆ.17 – ರಷ್ಯಾ ಮತ್ತು ಉಕ್ರೇನ್ ನಡುವಿನ ಯುದ್ಧ ಕೊನೆಗೊಳಿಸುವ ಒಪ್ಪಂದದ ಭಾಗವಾಗಿ ಡೊನೆಟ್ಸ್ಕ್ ಮತ್ತು ಲುಹಾನ್ಸ್ಕ್ ಪ್ರದೇಶಗಳಿಂದ ಉಕ್ರೇನ್ ಸಂಪೂರ್ಣವಾಗಿ ಹಿಂದೆ ಸರಿಯಬೇಕು ಎಂದು ರಷ್ಯಾದ ಅಧ್ಯಕ್ಷ ವ್ಲಾದಿಮಿರ್ ಪುಟಿನ್ ಒತ್ತಾಯಿಸಿದ್ದಾರೆ. ಅಮೆರಿಕ ಡೊನಾಲ್ಡ್ ಟ್ರಂಪ್ ಅವರೊಂದಿಗೆ ಅಲಾಸ್ಕಾದಲ್ಲಿ ನಡೆದ ಶೃಂಗಸಭೆಯ ಸಂದರ್ಭದಲ್ಲಿ ಅವರು ಬೇಡಿಕೆ ಮುಂದಿಟ್ಟಿದ್ದು, ಉಕ್ರೇನ್ ಚೆಂಡು ಕೀವ್ ಅಂಗಳದಲ್ಲಿದೆ. ಉಕ್ರೇನ್ ಅಧ್ಯಕ್ಷ ವೊಲೊಡಿಮಿರ್ ಝೆಲೆನ್ಸ್ಕಿ ಅವರು ಈ ಪ್ರಸ್ತಾಪವನ್ನು ತಿರಸ್ಕರಿಸಿದ್ದಾರೆ. ಡೊನೆಟ್ಸ್ಕ್ ಪ್ರದೇಶದ ಉಳಿದ ಭಾಗಗಳನ್ನು ಬಿಟ್ಟುಕೊಡಲು ಉಕ್ರೇನ್ ಸಿದ್ಧವಿಲ್ಲ ಎಂದು ಅವರು ಸ್ಪಷ್ಟಪಡಿಸಿದ್ದಾರೆ. ಹಿಂದಿನಿಂದಲೂ ಬಗ್ಗೆ ನಿರ್ಧಾರ ಕೈಗೊಳ್ಳಲಾಗುವುದು ಎಂದು ಅಧ್ಯಕ್ಷ ಝೆಲೆನ್ಸ್ಕಿ ಹೇಳಿದ್ದಾರೆ. ಪ್ರಸ್ತುತ, ರಷ್ಯಾ ಡೊನೆಟ್ಸ್ಕ್ ಪ್ರದೇಶದ ಸುಮಾರು 70 ಪ್ರತಿಶತ ಪ್ರದೇಶವನ್ನು ನಿಯಂತ್ರಿಸುತ್ತಿದೆ, ಆದರೆ ಹೆಚ್ಚಿನ ಪ್ರಮುಖ ನಗರಗ <box>1092 204 1487 379</box>
ingredient-item: •ಬೆಳ್ಳುಳ್ಳಿ – 250 <box>1146 1855 1219 1869</box>
patna-headline: ಪಾಟ್ನಾ ಮತ್ತೊಬ್ಬ ವಿದ್ಯಾರ್ಥಿ ಹತ್ಯೆ <box>440 1868 723 1898</box>
divider-salman <box>775 1534 1127 1536</box>
shirt-shape <box>875 869 1060 989</box>
rajinikanth-photo <box>778 713 1127 989</box>
masthead <box>44 83 1490 136</box>
salman-text-1: ನವದೆಹಲಿ, ಆ.17 – ದೆಹಲಿಯ ಮಂಡೋಲಿ ಜೈಲಿನಲ್ಲಿ ಬಂಧನದಲ್ಲಿದ್ದ ಕುಖ್ಯಾತ ಗ್ಯಾಂಗ್ ಸ್ಟರ್ ನೇಣು ಬಿಗಿದುಕೊಂಡು ಆತ್ಮಹತ್ಯೆ ಮಾಡಿಕೊಂಡಿದ್ದಾನೆ. ತನ್ನ ಕೋಣೆಯಲ್ಲಿ ಶವವಾಗಿ ಪತ್ತೆಯಾಗಿದ್ದಾನೆ ಎಂದು ಪೊಲೀಸರು ತಿಳಿಸಿದ್ದಾರೆ. ಜೈಲು ಸಂಖ್ಯೆ 15 ರಲ್ಲಿ ಇರಿಸಲಾಗಿದ್ದ ಸಲ್ಮಾನ್ ತ್ಯಾಗಿ ಆತ್ಮಹತ್ಯೆ ಮಾಡಿಕೊಂಡಿದ್ದಾನೆ ಎಂದು ಪೊಲೀಸರು ಖಚಿತಪಡಿಸಿದ್ದಾರೆ. ಮರಣೋತ್ತರ ಪರೀಕ್ಷೆಗಾಗಿ ಮೃತದೇಹವನ್ನು ಆಸ್ಪತ್ರೆಗೆ ಕಳುಹಿಸಲಾಗಿದೆ. ತ್ಯಾಗಿ ಸಾವಿನ ಕುರಿತು ನ್ಯಾಯಾಂಗ ತನಿಖೆ ನಡೆಸಲಾಗುವುದು. <box>778 1649 946 1904</box>
recipe-headline: ಚಿಕನ್ ಚೆಟ್ಟಿನಾಡು ಮಸಾಲ <box>1210 1674 1412 1702</box>
sneezing-woman-photo <box>224 1874 382 2069</box>
recipe-banner-1: ಖಾದ್ಯ ವೈವಿಧ್ಯ <box>1159 1506 1463 1540</box>
ingredient-item: •ದಾಲ್ಚಿನ್ನಿ 5–6 •ಲವಂಗ – 5–6 •ಗೋಡಂಬಿ – 10 <box>1146 1993 1365 2007</box>
coolie-headline-2: ಕೋಟಿ ಬಾಚಿದ ಕೂಲಿ <box>835 666 1070 706</box>
health-headline: ಮೂಗು ಕಟ್ಟಿದೆಯೇ <box>55 1825 262 1865</box>
